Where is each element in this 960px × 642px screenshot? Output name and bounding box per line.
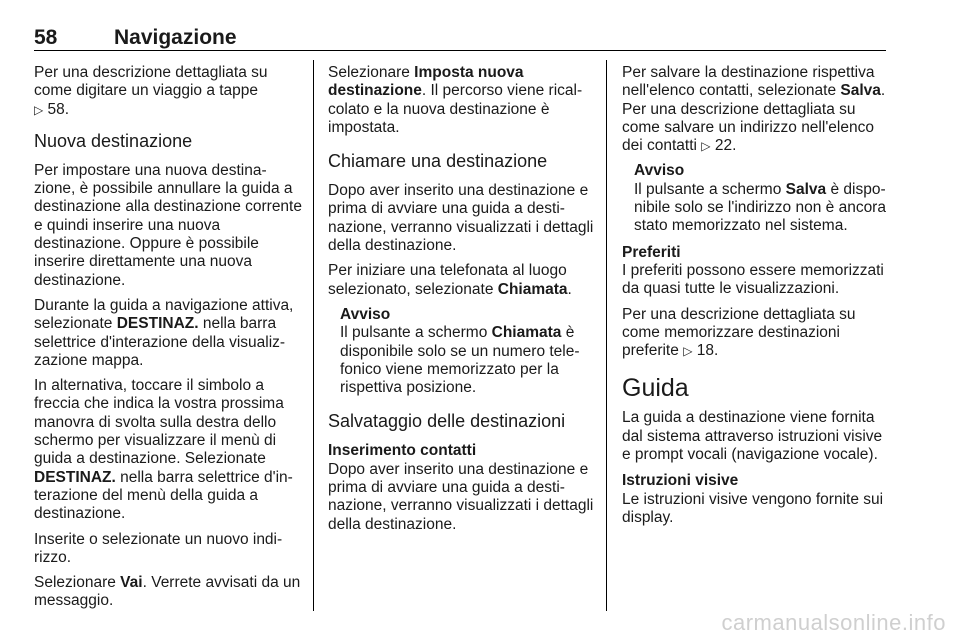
page-ref-icon: ▷ bbox=[701, 139, 711, 154]
note-box: Avviso Il pulsante a schermo Salva è disponibile solo se l'indirizzo non è ancora stato memorizzato nel sistema. bbox=[634, 162, 890, 235]
subsection-heading: Istruzioni visive bbox=[622, 472, 739, 490]
paragraph: Dopo aver inserito una destinazione e prima di avviare una guida a destinazione, verranno visualizzati i dettagli della destinazione. bbox=[328, 460, 594, 533]
page-title: Navigazione bbox=[114, 26, 237, 49]
paragraph: Dopo aver inserito una destinazione e prima di avviare una guida a destinazione, verranno visualizzati i dettagli della destinazione. bbox=[328, 182, 594, 255]
page-header bbox=[34, 28, 886, 51]
paragraph: Per una descrizione dettagliata su come memorizzare destinazioni preferite ▷ 18. bbox=[622, 305, 856, 360]
paragraph: I preferiti possono essere memorizzati da quasi tutte le visualizzazioni. bbox=[622, 261, 884, 298]
paragraph: Le istruzioni visive vengono fornite sui display. bbox=[622, 490, 884, 526]
column-3 bbox=[622, 64, 890, 534]
chapter-heading: Guida bbox=[622, 374, 689, 403]
paragraph: Per iniziare una telefonata al luogo selezionato, selezionate Chiamata. bbox=[328, 262, 572, 298]
page-number: 58 bbox=[34, 26, 58, 49]
column-1 bbox=[34, 64, 302, 618]
paragraph: In alternativa, toccare il simbolo a freccia che indica la vostra prossima manovra di svolta sulla destra dello schermo per visualizzare il menù di guida a destinazione. Selezionate DESTINAZ. nella barra selettrice d'interazione del menù della guida a destinazione. bbox=[34, 377, 293, 523]
watermark: carmanualsonline.info bbox=[721, 610, 946, 635]
paragraph: Selezionare Vai. Verrete avvisati da un messaggio. bbox=[34, 574, 301, 610]
page-ref-icon: ▷ bbox=[34, 102, 44, 117]
paragraph: Durante la guida a navigazione attiva, selezionate DESTINAZ. nella barra selettrice d'interazione della visualizzazione mappa. bbox=[34, 296, 294, 369]
subsection-heading: Preferiti bbox=[622, 243, 681, 261]
intro-paragraph: Per una descrizione dettagliata su come digitare un viaggio a tappe ▷ 58. bbox=[34, 64, 268, 118]
paragraph: Per impostare una nuova destinazione, è possibile annullare la guida a destinazione alla destinazione corrente e quindi inserire una nuova destinazione. Oppure è possibile inserire direttamente una nuova destinazione. bbox=[34, 161, 302, 289]
paragraph: Per salvare la destinazione rispettiva nell'elenco contatti, selezionate Salva. Per una descrizione dettagliata su come salvare un indirizzo nell'elenco dei contatti ▷ 22. bbox=[622, 64, 886, 155]
page-ref-link[interactable]: 22. bbox=[714, 137, 737, 155]
column-2 bbox=[328, 64, 596, 541]
paragraph: Inserite o selezionate un nuovo indirizzo. bbox=[34, 530, 283, 566]
column-divider bbox=[606, 60, 607, 611]
section-heading: Nuova destinazione bbox=[34, 130, 193, 151]
note-box: Avviso Il pulsante a schermo Chiamata è disponibile solo se un numero telefonico viene memorizzato per la rispettiva posizione. bbox=[340, 306, 596, 397]
note-title: Avviso bbox=[340, 305, 391, 323]
subsection-heading: Inserimento contatti bbox=[328, 442, 477, 460]
paragraph: Selezionare Imposta nuova destinazione. Il percorso viene ricalcolato e la nuova destinazione è impostata. bbox=[328, 64, 583, 136]
section-heading: Chiamare una destinazione bbox=[328, 151, 548, 172]
note-title: Avviso bbox=[634, 162, 685, 180]
section-heading: Salvataggio delle destinazioni bbox=[328, 411, 566, 432]
page-ref-link[interactable]: 18. bbox=[696, 342, 719, 360]
column-divider bbox=[313, 60, 314, 611]
page-ref-icon: ▷ bbox=[683, 344, 693, 359]
paragraph: La guida a destinazione viene fornita dal sistema attraverso istruzioni visive e prompt vocali (navigazione vocale). bbox=[622, 409, 883, 464]
page-ref-link[interactable]: 58. bbox=[47, 100, 70, 118]
